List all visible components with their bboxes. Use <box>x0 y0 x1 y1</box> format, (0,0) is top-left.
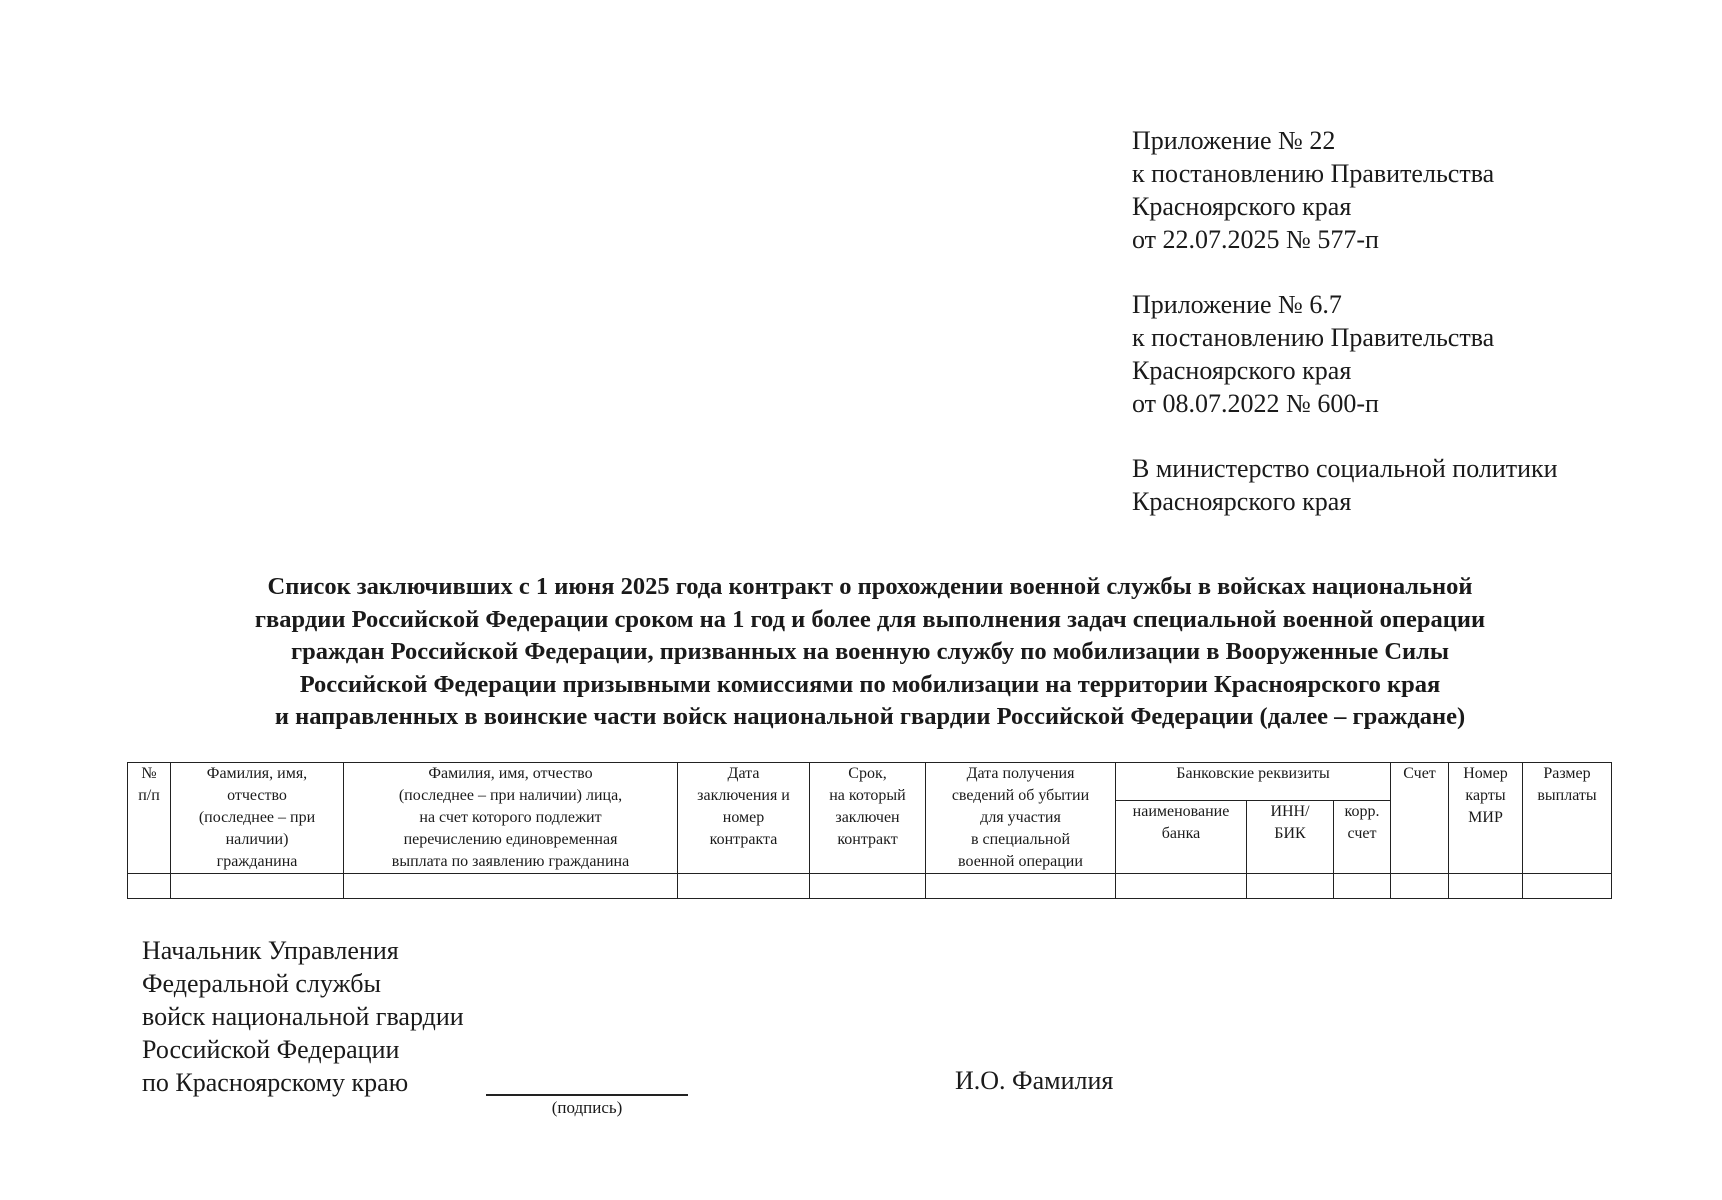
col-header-contract-date: Дата заключения и номер контракта <box>678 763 810 874</box>
appendix-line: Красноярского края <box>1132 192 1352 221</box>
table-header-row <box>128 763 1612 801</box>
col-header-inn-bik: ИНН/ БИК <box>1247 800 1334 873</box>
signatory-line: войск национальной гвардии <box>142 1002 464 1031</box>
signatory-line: по Красноярскому краю <box>142 1068 409 1097</box>
table-cell <box>926 874 1116 899</box>
col-header-number: № п/п <box>128 763 171 874</box>
title-line: гвардии Российской Федерации сроком на 1 год и более для выполнения задач специальной военной операции <box>254 605 1486 633</box>
appendix-line: от 22.07.2025 № 577-п <box>1132 225 1379 254</box>
document-title <box>120 571 1620 734</box>
col-header-account: Счет <box>1391 763 1449 874</box>
table-cell <box>1116 874 1247 899</box>
col-header-departure-date: Дата получения сведений об убытии для участия в специальной военной операции <box>926 763 1116 874</box>
citizens-table <box>127 762 1612 899</box>
signatory-line: Российской Федерации <box>142 1035 400 1064</box>
appendix-line: Приложение № 22 <box>1132 126 1336 155</box>
appendix-line: Красноярского края <box>1132 356 1352 385</box>
signatory-line: Начальник Управления <box>142 936 399 965</box>
table-cell <box>1523 874 1612 899</box>
appendix-line: к постановлению Правительства <box>1132 323 1495 352</box>
signatory-line: Федеральной службы <box>142 969 381 998</box>
title-line: Список заключивших с 1 июня 2025 года контракт о прохождении военной службы в войсках национальной <box>267 573 1473 600</box>
table-cell <box>344 874 678 899</box>
addressee-block <box>1132 452 1558 518</box>
col-header-bank-name: наименование банка <box>1116 800 1247 873</box>
table-cell <box>1247 874 1334 899</box>
appendix-line: к постановлению Правительства <box>1132 159 1495 188</box>
title-line: Российской Федерации призывными комиссиями по мобилизации на территории Красноярского края <box>299 670 1441 698</box>
signature-caption: (подпись) <box>551 1098 623 1117</box>
appendix-6-7-header <box>1132 288 1494 420</box>
appendix-line: от 08.07.2022 № 600-п <box>1132 389 1379 418</box>
addressee-line: Красноярского края <box>1132 487 1352 516</box>
col-header-mir-card: Номер карты МИР <box>1449 763 1523 874</box>
table-cell <box>1391 874 1449 899</box>
signatory-position <box>142 934 464 1099</box>
table-cell <box>128 874 171 899</box>
col-header-bank-details: Банковские реквизиты <box>1116 763 1391 801</box>
table-cell <box>171 874 344 899</box>
col-header-contract-term: Срок, на который заключен контракт <box>810 763 926 874</box>
addressee-line: В министерство социальной политики <box>1132 454 1558 483</box>
table-cell <box>1449 874 1523 899</box>
signature-line <box>486 1094 688 1096</box>
col-header-recipient-name: Фамилия, имя, отчество (последнее – при наличии) лица, на счет которого подлежит перечислению единовременная выплата по заявлению гражданина <box>344 763 678 874</box>
table-cell <box>810 874 926 899</box>
title-line: граждан Российской Федерации, призванных на военную службу по мобилизации в Вооруженные Силы <box>290 638 1450 665</box>
appendix-22-header <box>1132 124 1494 256</box>
col-header-corr-account: корр. счет <box>1334 800 1391 873</box>
table-row <box>128 874 1612 899</box>
table-cell <box>1334 874 1391 899</box>
appendix-line: Приложение № 6.7 <box>1132 290 1342 319</box>
col-header-citizen-name: Фамилия, имя, отчество (последнее – при наличии) гражданина <box>171 763 344 874</box>
title-line: и направленных в воинские части войск национальной гвардии Российской Федерации (далее – граждане) <box>274 703 1466 730</box>
col-header-payment-amount: Размер выплаты <box>1523 763 1612 874</box>
signer-name: И.О. Фамилия <box>955 1066 1114 1095</box>
table-cell <box>678 874 810 899</box>
